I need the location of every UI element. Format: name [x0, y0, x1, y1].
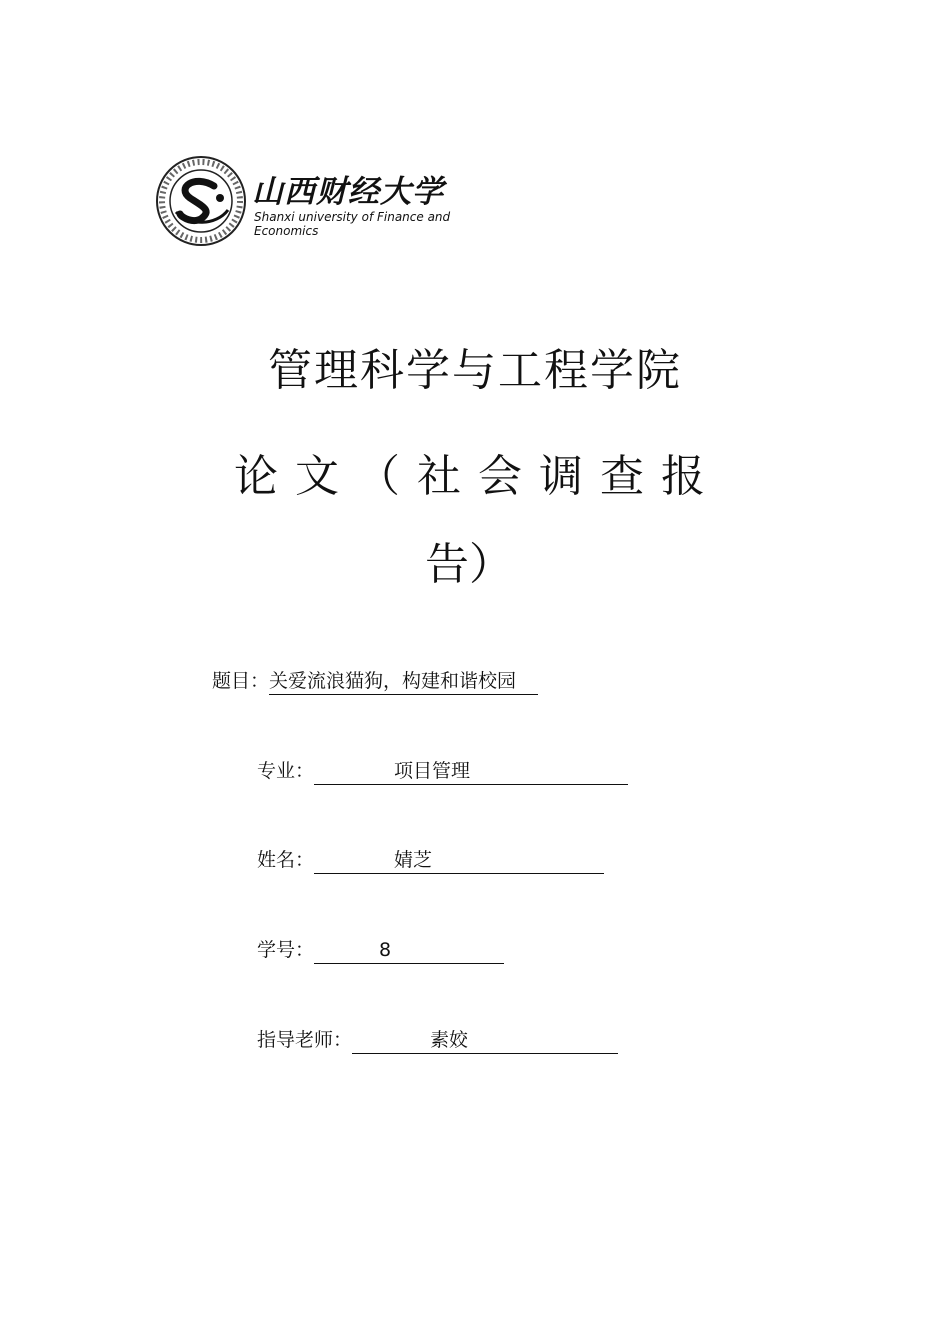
university-seal-icon [154, 156, 248, 246]
name-value: 婧芝 [314, 847, 604, 874]
thesis-type-line1: 论文（社会调查报 [234, 451, 722, 502]
major-value: 项目管理 [314, 758, 628, 785]
student-id-label: 学号： [257, 939, 315, 961]
advisor-label: 指导老师： [257, 1029, 353, 1051]
university-name-cn: 山西财经大学 [252, 174, 444, 210]
name-field [257, 847, 604, 874]
student-id-field [257, 937, 504, 964]
university-name-en: Shanxi university of Finance and Economics [254, 210, 451, 238]
thesis-type-line2: 告） [425, 539, 513, 590]
advisor-field [257, 1027, 618, 1054]
name-label: 姓名： [257, 849, 315, 871]
student-id-value: 8 [314, 937, 504, 964]
college-title: 管理科学与工程学院 [268, 345, 682, 396]
university-logo [154, 152, 494, 247]
major-label: 专业： [257, 760, 315, 782]
topic-label: 题目： [212, 670, 270, 692]
topic-value: 关爱流浪猫狗，构建和谐校园 [269, 668, 538, 695]
topic-field [212, 668, 538, 695]
advisor-value: 素姣 [352, 1027, 618, 1054]
major-field [257, 758, 628, 785]
